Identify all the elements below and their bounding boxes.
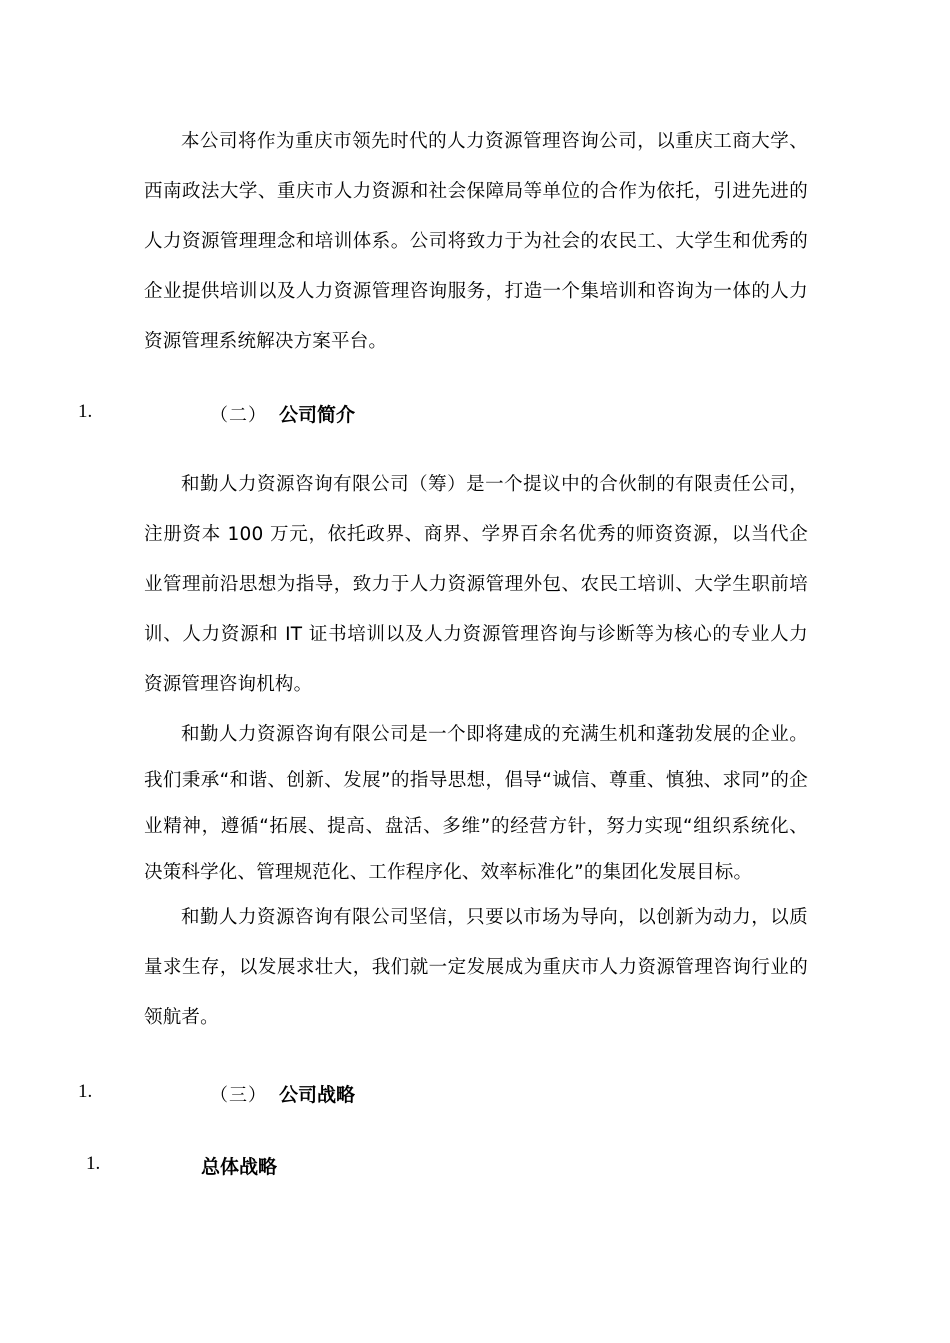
heading-number: 1. (78, 401, 93, 422)
heading-index: （二） (210, 405, 267, 426)
heading-index: （三） (210, 1085, 267, 1106)
subsection-heading-overall (0, 1145, 950, 1185)
belief-paragraph: 和勤人力资源咨询有限公司坚信，只要以市场为导向，以创新为动力，以质量求生存，以发展求壮大，我们就一定发展成为重庆市人力资源管理咨询行业的领航者。 (144, 907, 808, 1028)
spirit-paragraph: 和勤人力资源咨询有限公司是一个即将建成的充满生机和蓬勃发展的企业。我们秉承“和谐、创新、发展”的指导思想，倡导“诚信、尊重、慎独、求同”的企业精神，遵循“拓展、提高、盘活、多维”的经营方针，努力实现“组织系统化、决策科学化、管理规范化、工作程序化、效率标准化”的集团化发展目标。 (144, 724, 808, 883)
heading-number: 1. (78, 1081, 93, 1102)
heading-title: 公司战略 (279, 1084, 356, 1106)
section-heading-strategy (0, 1073, 950, 1113)
heading-title: 公司简介 (279, 404, 356, 426)
heading-number: 1. (86, 1153, 101, 1174)
profile-paragraph: 和勤人力资源咨询有限公司（筹）是一个提议中的合伙制的有限责任公司，注册资本 100 万元，依托政界、商界、学界百余名优秀的师资资源，以当代企业管理前沿思想为指导，致力于人力资源管理外包、农民工培训、大学生职前培训、人力资源和 IT 证书培训以及人力资源管理咨询与诊断等为核心的专业人力资源管理咨询机构。 (144, 474, 808, 695)
heading-title: 总体战略 (201, 1156, 278, 1178)
intro-paragraph: 本公司将作为重庆市领先时代的人力资源管理咨询公司，以重庆工商大学、西南政法大学、重庆市人力资源和社会保障局等单位的合作为依托，引进先进的人力资源管理理念和培训体系。公司将致力于为社会的农民工、大学生和优秀的企业提供培训以及人力资源管理咨询服务，打造一个集培训和咨询为一体的人力资源管理系统解决方案平台。 (144, 131, 808, 352)
section-heading-profile (0, 393, 950, 433)
